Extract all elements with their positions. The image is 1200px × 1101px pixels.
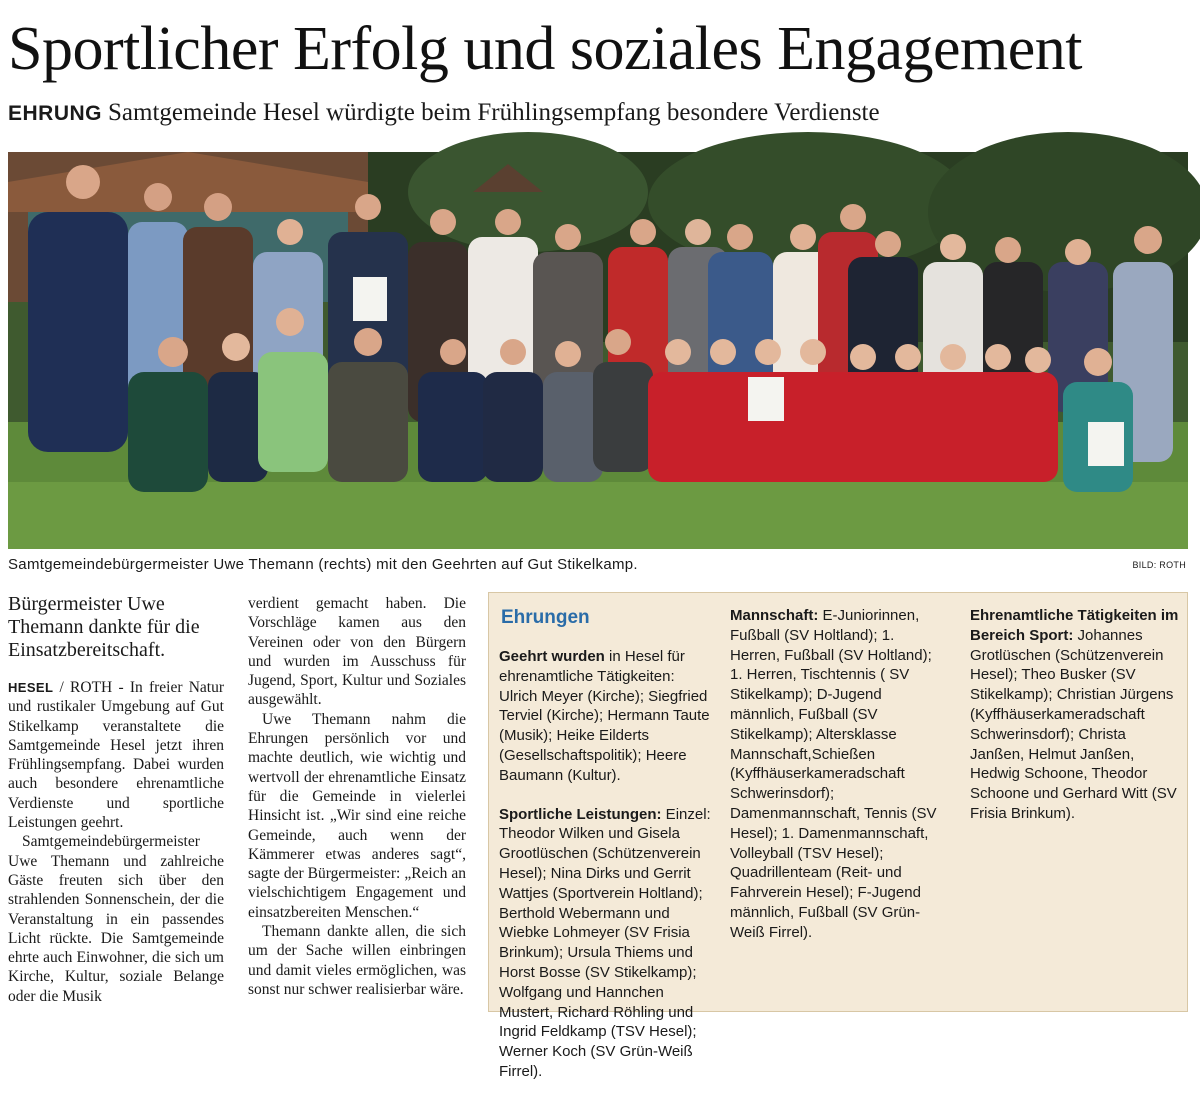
- infobox-column-1: [499, 647, 711, 1101]
- kicker: EHRUNG: [8, 102, 103, 125]
- honored-section: [499, 647, 711, 786]
- volunteer-heading: Ehrenamtliche Tätigkeiten im Bereich Sport:: [970, 607, 1179, 644]
- infobox-column-3: [970, 606, 1184, 843]
- group-photo: [8, 152, 1188, 549]
- article-column-1: [8, 678, 224, 1006]
- dateline: HESEL: [8, 680, 54, 695]
- sport-text: Einzel: Theodor Wilken und Gisela Grootlüschen (Schützenverein Hesel); Nina Dirks und Gerrit Wattjes (Sportverein Holtland); Berthold Webermann und Wiebke Lohmeyer (SV Frisia Brinkum); Ursula Thiems und Horst Bosse (SV Stikelkamp); Wolfgang und Hannchen Mustert, Richard Röhling und Ingrid Feldkamp (TSV Hesel); Werner Koch (SV Grün-Weiß Firrel).: [499, 805, 711, 1080]
- author: / ROTH -: [59, 679, 124, 696]
- volunteer-section: [970, 606, 1184, 824]
- volunteer-text: Johannes Grotlüschen (Schützenverein Hesel); Theo Busker (SV Stikelkamp); Christian Jürgens (Kyffhäuserkameradschaft Schwerinsdorf); Christa Janßen, Helmut Janßen, Hedwig Schoone, Theodor Schoone und Gerhard Witt (SV Frisia Brinkum).: [970, 626, 1177, 822]
- subheadline: [8, 98, 1198, 129]
- sport-heading: Sportliche Leistungen:: [499, 805, 662, 823]
- body-paragraph-1: In freier Natur und rustikaler Umgebung auf Gut Stikelkamp veranstaltete die Samtgemeinde Hesel jetzt ihren Frühlingsempfang. Dabei wurden auch besondere ehrenamtliche Verdienste und sportliche Leistungen geehrt.: [8, 679, 224, 832]
- headline: Sportlicher Erfolg und soziales Engagement: [8, 15, 1083, 83]
- article-column-2: [248, 594, 466, 999]
- photo-credit: BILD: ROTH: [1132, 560, 1186, 570]
- sport-section: [499, 805, 711, 1082]
- body-paragraph-2: Samtgemeindebürgermeister Uwe Themann und zahlreiche Gäste freuten sich über den strahlenden Sonnenschein, der die Veranstaltung in ein passendes Licht rückte. Die Samtgemeinde ehrte auch Einwohner, die sich um Kirche, Kultur, soziale Belange oder die Musik: [8, 833, 224, 1005]
- intro-text: Bürgermeister Uwe Themann dankte für die Einsatzbereitschaft.: [8, 593, 200, 661]
- team-section: [730, 606, 944, 943]
- honors-infobox: [488, 592, 1188, 1080]
- photo-caption: Samtgemeindebürgermeister Uwe Themann (rechts) mit den Geehrten auf Gut Stikelkamp.: [8, 556, 638, 573]
- body-paragraph-4: Uwe Themann nahm die Ehrungen persönlich vor und machte deutlich, wie wichtig und wertvoll der ehrenamtliche Einsatz für die Gemeinde in vielerlei Hinsicht ist. „Wir sind eine reiche Gemeinde, auch wenn der Kämmerer etwas anderes sagt“, sagte der Bürgermeister: „Reich an vielschichtigem Engagement und einsatzbereiten Menschen.“: [248, 710, 466, 921]
- lead-paragraph: [8, 678, 224, 832]
- team-heading: Mannschaft:: [730, 607, 819, 624]
- team-text: E-Juniorinnen, Fußball (SV Holtland); 1. Herren, Fußball (SV Holtland); 1. Herren, Tischtennis ( SV Stikelkamp); D-Jugend männlich, Fußball (SV Stikelkamp); Altersklasse Mannschaft,Schießen (Kyffhäuserkameradschaft Schwerinsdorf); Damenmannschaft, Tennis (SV Hesel); 1. Damenmannschaft, Volleyball (TSV Hesel); Quadrillenteam (Reit- und Fahrverein Hesel); F-Jugend männlich, Fußball (SV Grün-Weiß Firrel).: [730, 607, 937, 941]
- body-paragraph-3: verdient gemacht haben. Die Vorschläge kamen aus den Vereinen oder von den Bürgern und wurden im Ausschuss für Jugend, Sport, Kultur und Soziales ausgewählt.: [248, 595, 466, 709]
- body-paragraph-5: Themann dankte allen, die sich um der Sache willen einbringen und damit vieles ermöglichen, was sonst nur schwer realisierbar wäre.: [248, 923, 466, 998]
- honored-text: in Hesel für ehrenamtliche Tätigkeiten: Ulrich Meyer (Kirche); Siegfried Terviel (Kirche); Hermann Taute (Musik); Heike Eilderts (Gesellschaftspolitik); Heere Baumann (Kultur).: [499, 648, 710, 784]
- honored-heading: Geehrt wurden: [499, 648, 605, 665]
- infobox-column-2: [730, 606, 944, 962]
- deck: Samtgemeinde Hesel würdigte beim Frühlingsempfang besondere Verdienste: [108, 99, 880, 126]
- infobox-title: Ehrungen: [501, 607, 590, 628]
